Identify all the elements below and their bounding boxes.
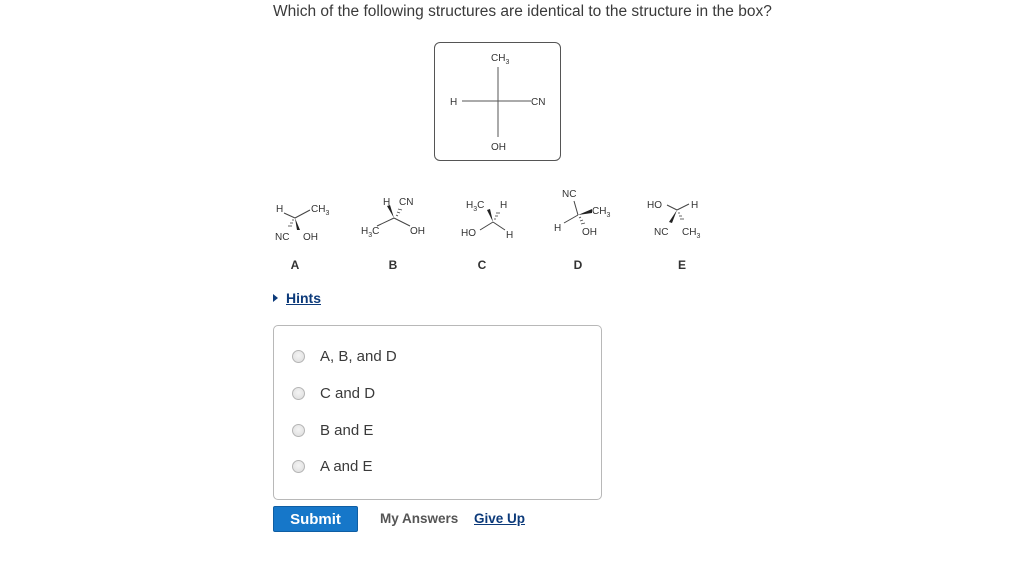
fischer-bottom-label: OH [491,142,506,153]
structure-d-letter: D [573,258,583,272]
hints-toggle[interactable] [273,290,321,306]
caret-right-icon [273,294,278,302]
svg-text:H: H [500,200,508,211]
structure-e-letter: E [677,258,686,272]
svg-text:H: H [691,200,699,211]
svg-text:H: H [383,197,391,208]
choice-label[interactable]: A, B, and D [320,348,397,365]
radio-button[interactable] [292,387,305,400]
my-answers-link[interactable]: My Answers [380,511,459,526]
radio-button[interactable] [292,460,305,473]
svg-text:OH: OH [582,227,597,238]
choice-option-4[interactable] [292,458,373,475]
structure-d [550,188,640,244]
svg-text:HO: HO [461,228,476,239]
radio-button[interactable] [292,424,305,437]
svg-text:OH: OH [410,226,425,237]
structure-c [455,188,545,244]
fischer-projection-diagram [435,43,562,162]
fischer-left-label: H [450,97,458,108]
radio-button[interactable] [292,350,305,363]
svg-text:OH: OH [303,232,318,243]
structure-e [645,188,735,244]
svg-text:NC: NC [562,189,577,200]
structure-a-letter: A [290,258,300,272]
structure-c-letter: C [477,258,487,272]
fischer-top-label: $CH_3$ [491,53,510,66]
svg-text:NC: NC [275,232,290,243]
hints-link[interactable]: Hints [286,290,321,306]
answer-choices [273,325,602,500]
structure-b [355,188,445,244]
svg-text:H3C: $H_3C$ [361,226,380,239]
svg-text:CH3: $CH_3$ [311,204,330,217]
svg-text:CH3: $CH_3$ [592,206,611,219]
svg-text:H3C: $H_3C$ [466,200,485,213]
choice-option-1[interactable] [292,348,397,365]
choice-label[interactable]: B and E [320,422,374,439]
choice-label[interactable]: C and D [320,385,376,402]
choice-label[interactable]: A and E [320,458,373,475]
svg-text:H: H [276,204,284,215]
svg-text:HO: HO [647,200,662,211]
give-up-link[interactable]: Give Up [474,511,526,526]
svg-text:NC: NC [654,227,669,238]
structure-b-letter: B [388,258,398,272]
choice-option-2[interactable] [292,385,375,402]
structure-a [270,188,360,244]
choice-option-3[interactable] [292,422,373,439]
question-text: Which of the following structures are identical to the structure in the box? [273,3,772,20]
fischer-right-label: CN [531,97,546,108]
svg-text:H: H [554,223,562,234]
submit-button[interactable]: Submit [273,506,358,532]
svg-text:CH3: $CH_3$ [682,227,701,240]
svg-text:CN: CN [399,197,414,208]
reference-structure-box [434,42,561,161]
svg-text:H: H [506,230,514,241]
